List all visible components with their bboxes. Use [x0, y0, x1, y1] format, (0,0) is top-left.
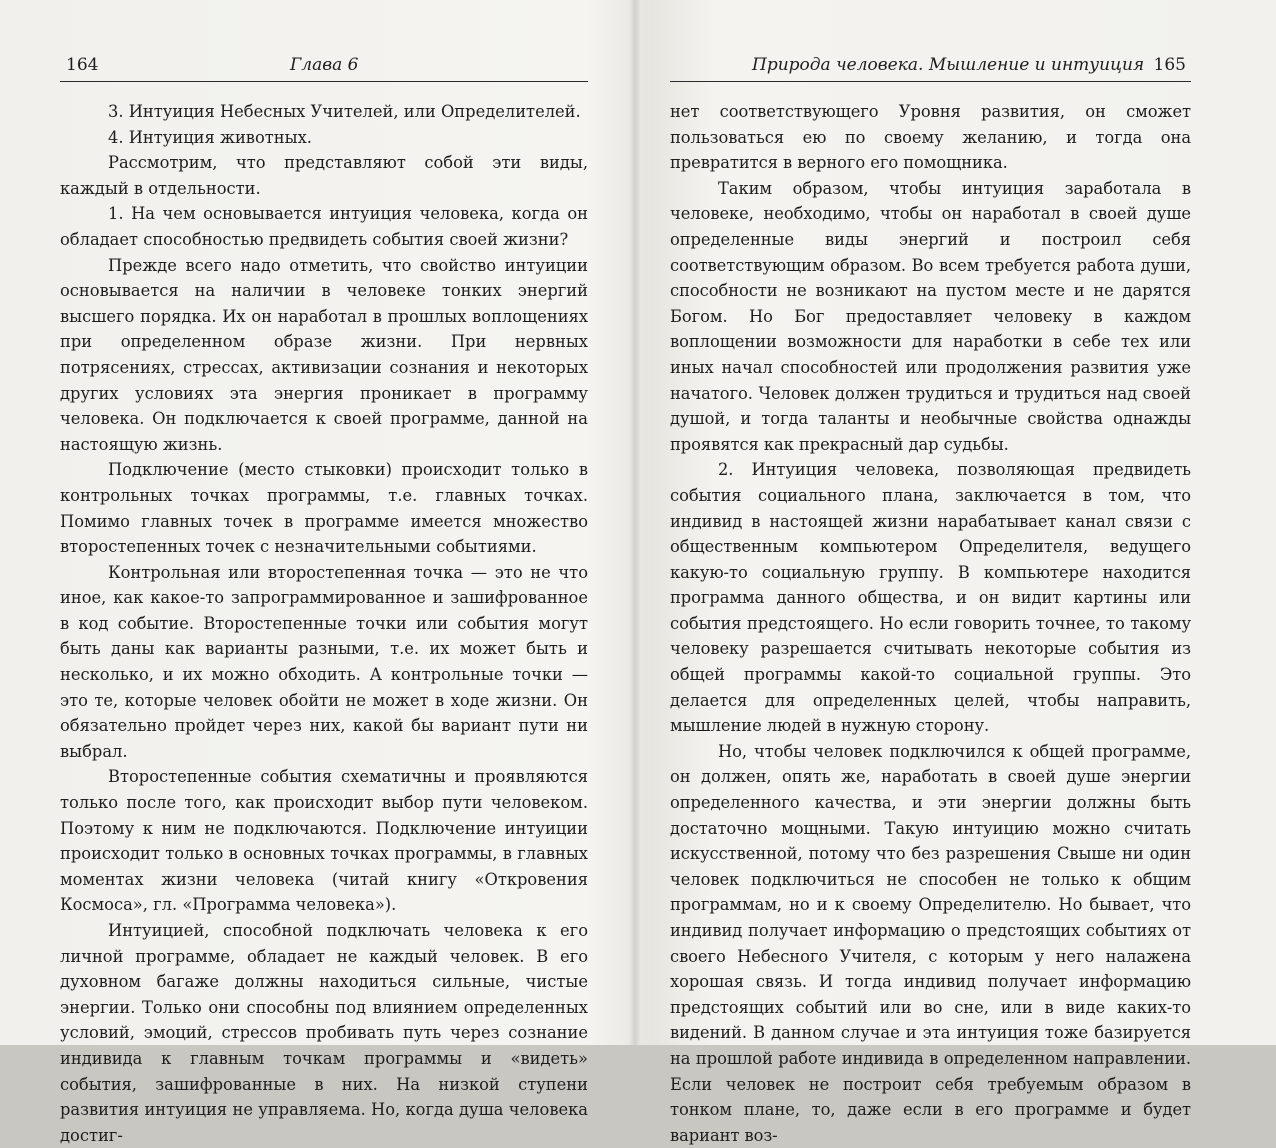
left-page — [60, 0, 588, 1145]
right-page — [670, 0, 1191, 1145]
paragraph: Контрольная или второстепенная точка — это не что иное, как какое-то запрограммированное и зашифрованное в код событие. Второстепенные точки или события могут быть даны как варианты разными, т.е. их может быть и несколько, и их можно обходить. А контрольные точки — это те, которые человек обойти не может в ходе жизни. Он обязательно пройдет через них, какой бы вариант пути ни выбрал. — [60, 562, 588, 761]
paragraph: Прежде всего надо отметить, что свойство интуиции основывается на наличии в человеке тонких энергий высшего порядка. Их он наработал в прошлых воплощениях при определенном образе жизни. При нервных потрясениях, стрессах, активизации сознания и некоторых других условиях эта энергия проникает в программу человека. Он подключается к своей программе, данной на настоящую жизнь. — [60, 255, 588, 454]
paragraph: Второстепенные события схематичны и проявляются только после того, как происходит выбор пути человеком. Поэтому к ним не подключаются. Подключение интуиции происходит только в основных точках программы, в главных моментах жизни человека (читай книгу «Откровения Космоса», гл. «Программа человека»). — [60, 767, 588, 915]
paragraph: 4. Интуиция животных. — [108, 127, 312, 147]
left-page-body — [60, 99, 588, 1148]
right-page-header — [670, 51, 1191, 82]
right-page-body — [670, 99, 1191, 1148]
right-running-head: Природа человека. Мышление и интуиция — [752, 55, 1145, 75]
paragraph: 1. На чем основывается интуиция человека, когда он обладает способностью предвидеть события своей жизни? — [60, 204, 588, 249]
left-running-head: Глава 6 — [290, 55, 359, 75]
paragraph: Но, чтобы человек подключился к общей программе, он должен, опять же, наработать в своей душе энергии определенного качества, и эти энергии должны быть достаточно мощными. Такую интуицию можно считать искусственной, потому что без разрешения Свыше ни один человек подключиться не способен не только к общим программам, но и к своему Определителю. Но бывает, что индивид получает информацию о предстоящих событиях от своего Небесного Учителя, с которым у него налажена хорошая связь. И тогда индивид получает информацию предстоящих событий или во сне, или в виде каких-то видений. В данном случае и эта интуиция тоже базируется на прошлой работе индивида в определенном направлении. Если человек не построит себя требуемым образом в тонком плане, то, даже если в его программе и будет вариант воз- — [670, 741, 1191, 1145]
paragraph-continuation: нет соответствующего Уровня развития, он сможет пользоваться ею по своему желанию, и тогда она превратится в верного его помощника. — [670, 102, 1191, 173]
paragraph: 2. Интуиция человека, позволяющая предвидеть события социального плана, заключается в том, что индивид в настоящей жизни нарабатывает канал связи с общественным компьютером Определителя, ведущего какую-то социальную группу. В компьютере находится программа данного общества, и он видит картины или события предстоящего. Но если говорить точнее, то такому человеку разрешается считывать некоторые события из общей программы какой-то социальной группы. Это делается для определенных целей, чтобы направить, мышление людей в нужную сторону. — [670, 460, 1191, 736]
left-page-header — [60, 51, 588, 82]
left-page-number: 164 — [66, 55, 99, 75]
paragraph: Интуицией, способной подключать человека к его личной программе, обладает не каждый человек. В его духовном багаже должны находиться сильные, чистые энергии. Только они способны под влиянием определенных условий, эмоций, стрессов пробивать путь через сознание индивида к главным точкам программы и «видеть» события, зашифрованные в них. На низкой ступени развития интуиция не управляема. Но, когда душа человека достиг- — [60, 921, 588, 1145]
paragraph: Таким образом, чтобы интуиция заработала в человеке, необходимо, чтобы он наработал в своей душе определенные виды энергий и построил себя соответствующим образом. Во всем требуется работа души, способности не возникают на пустом месте и не дарятся Богом. Но Бог предоставляет человеку в каждом воплощении возможности для наработки в себе тех или иных начал способностей или продолжения развития уже начатого. Человек должен трудиться и трудиться над своей душой, и тогда таланты и необычные свойства однажды проявятся как прекрасный дар судьбы. — [670, 178, 1191, 454]
paragraph: Рассмотрим, что представляют собой эти виды, каждый в отдельности. — [60, 153, 588, 198]
book-gutter — [629, 0, 641, 1045]
paragraph: 3. Интуиция Небесных Учителей, или Определителей. — [108, 102, 581, 121]
right-page-number: 165 — [1153, 55, 1186, 75]
paragraph: Подключение (место стыковки) происходит только в контрольных точках программы, т.е. главных точках. Помимо главных точек в программе имеется множество второстепенных точек с незначительными событиями. — [60, 460, 588, 557]
